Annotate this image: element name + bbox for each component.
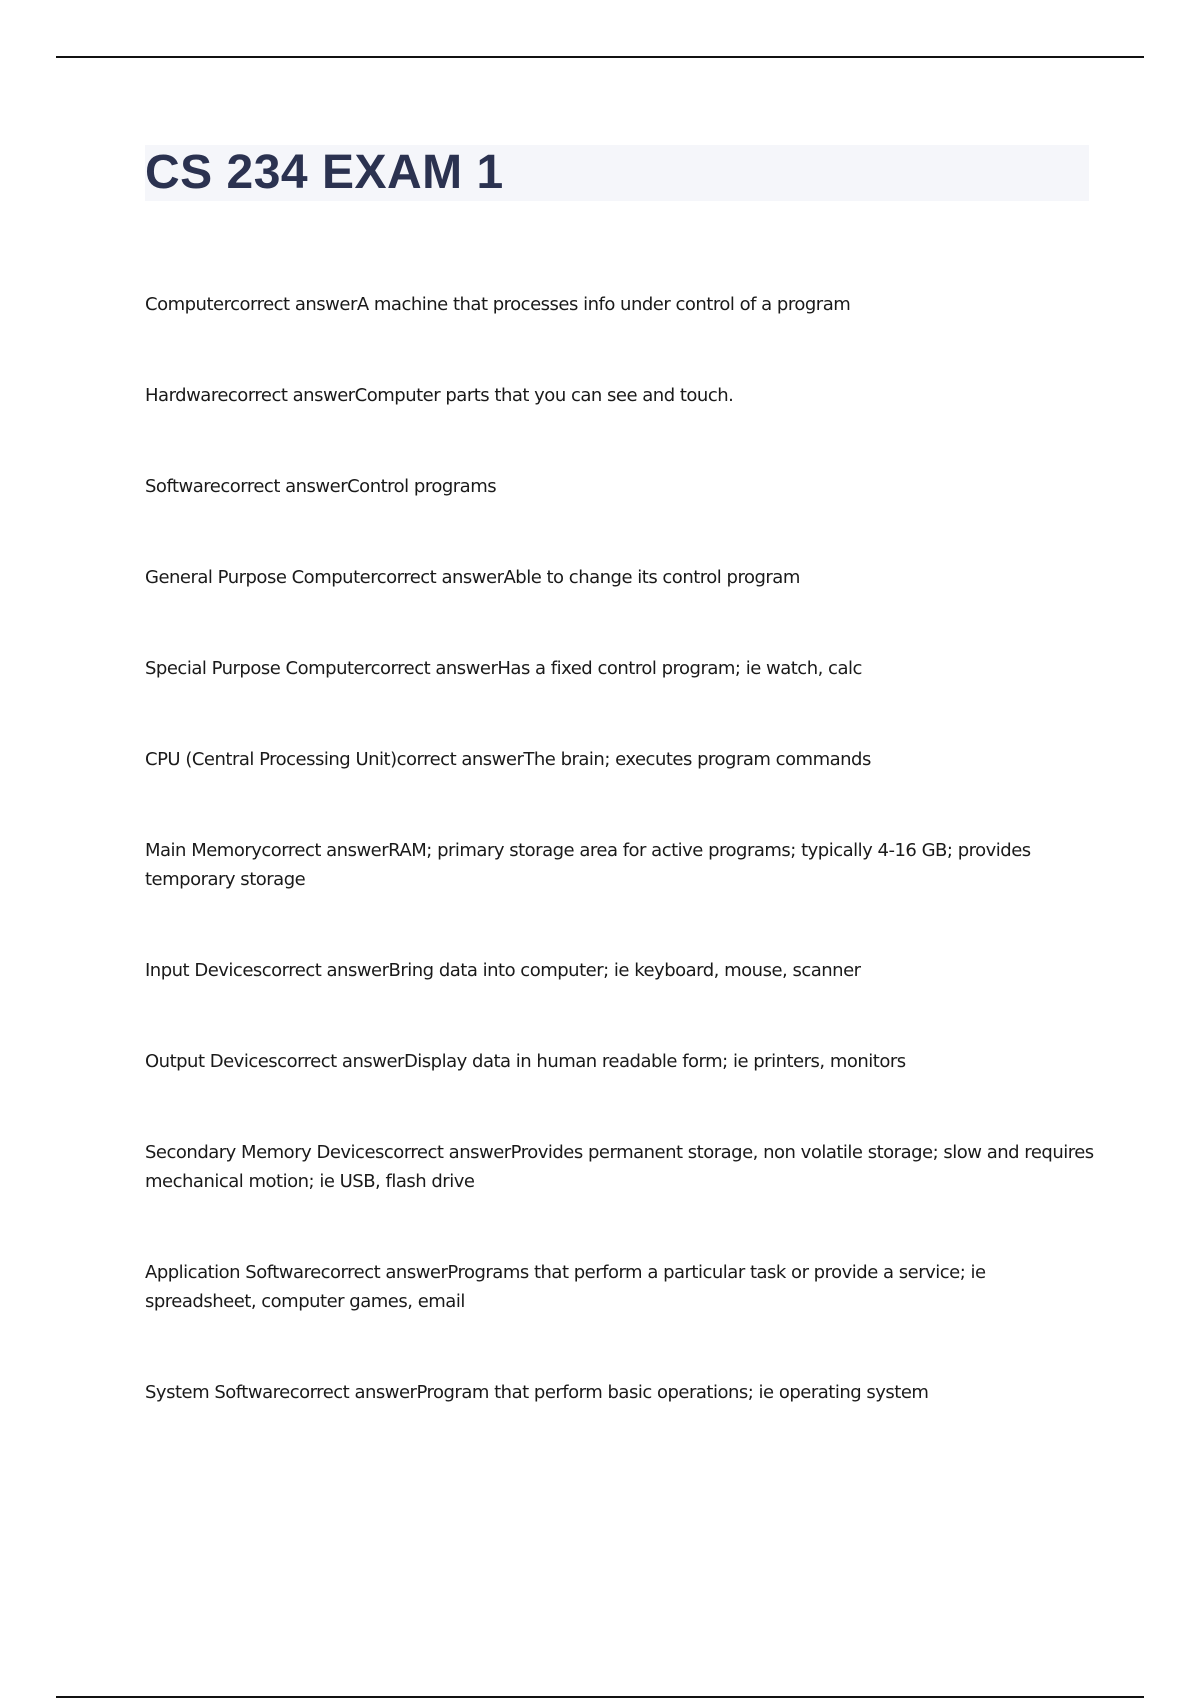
flashcard-item: Main Memorycorrect answerRAM; primary storage area for active programs; typically 4-16 GB; provides temporary storage bbox=[145, 840, 1031, 890]
flashcard-item: Output Devicescorrect answerDisplay data in human readable form; ie printers, monitors bbox=[145, 1051, 906, 1072]
flashcard-item: Computercorrect answerA machine that processes info under control of a program bbox=[145, 294, 851, 315]
flashcard-item: Special Purpose Computercorrect answerHas a fixed control program; ie watch, calc bbox=[145, 658, 862, 679]
bottom-rule bbox=[56, 1696, 1144, 1698]
flashcard-item: Hardwarecorrect answerComputer parts that you can see and touch. bbox=[145, 385, 734, 406]
flashcard-item: Application Softwarecorrect answerPrograms that perform a particular task or provide a service; ie spreadsheet, computer games, email bbox=[145, 1262, 986, 1312]
page-title: CS 234 EXAM 1 bbox=[145, 146, 504, 199]
top-rule bbox=[56, 56, 1144, 58]
flashcard-item: System Softwarecorrect answerProgram that perform basic operations; ie operating system bbox=[145, 1382, 929, 1403]
flashcard-item: CPU (Central Processing Unit)correct answerThe brain; executes program commands bbox=[145, 749, 871, 770]
flashcard-item: Input Devicescorrect answerBring data into computer; ie keyboard, mouse, scanner bbox=[145, 960, 861, 981]
flashcard-item: General Purpose Computercorrect answerAble to change its control program bbox=[145, 567, 800, 588]
flashcard-item: Softwarecorrect answerControl programs bbox=[145, 476, 497, 497]
flashcard-item: Secondary Memory Devicescorrect answerProvides permanent storage, non volatile storage; slow and requires mechanical motion; ie USB, flash drive bbox=[145, 1142, 1094, 1192]
